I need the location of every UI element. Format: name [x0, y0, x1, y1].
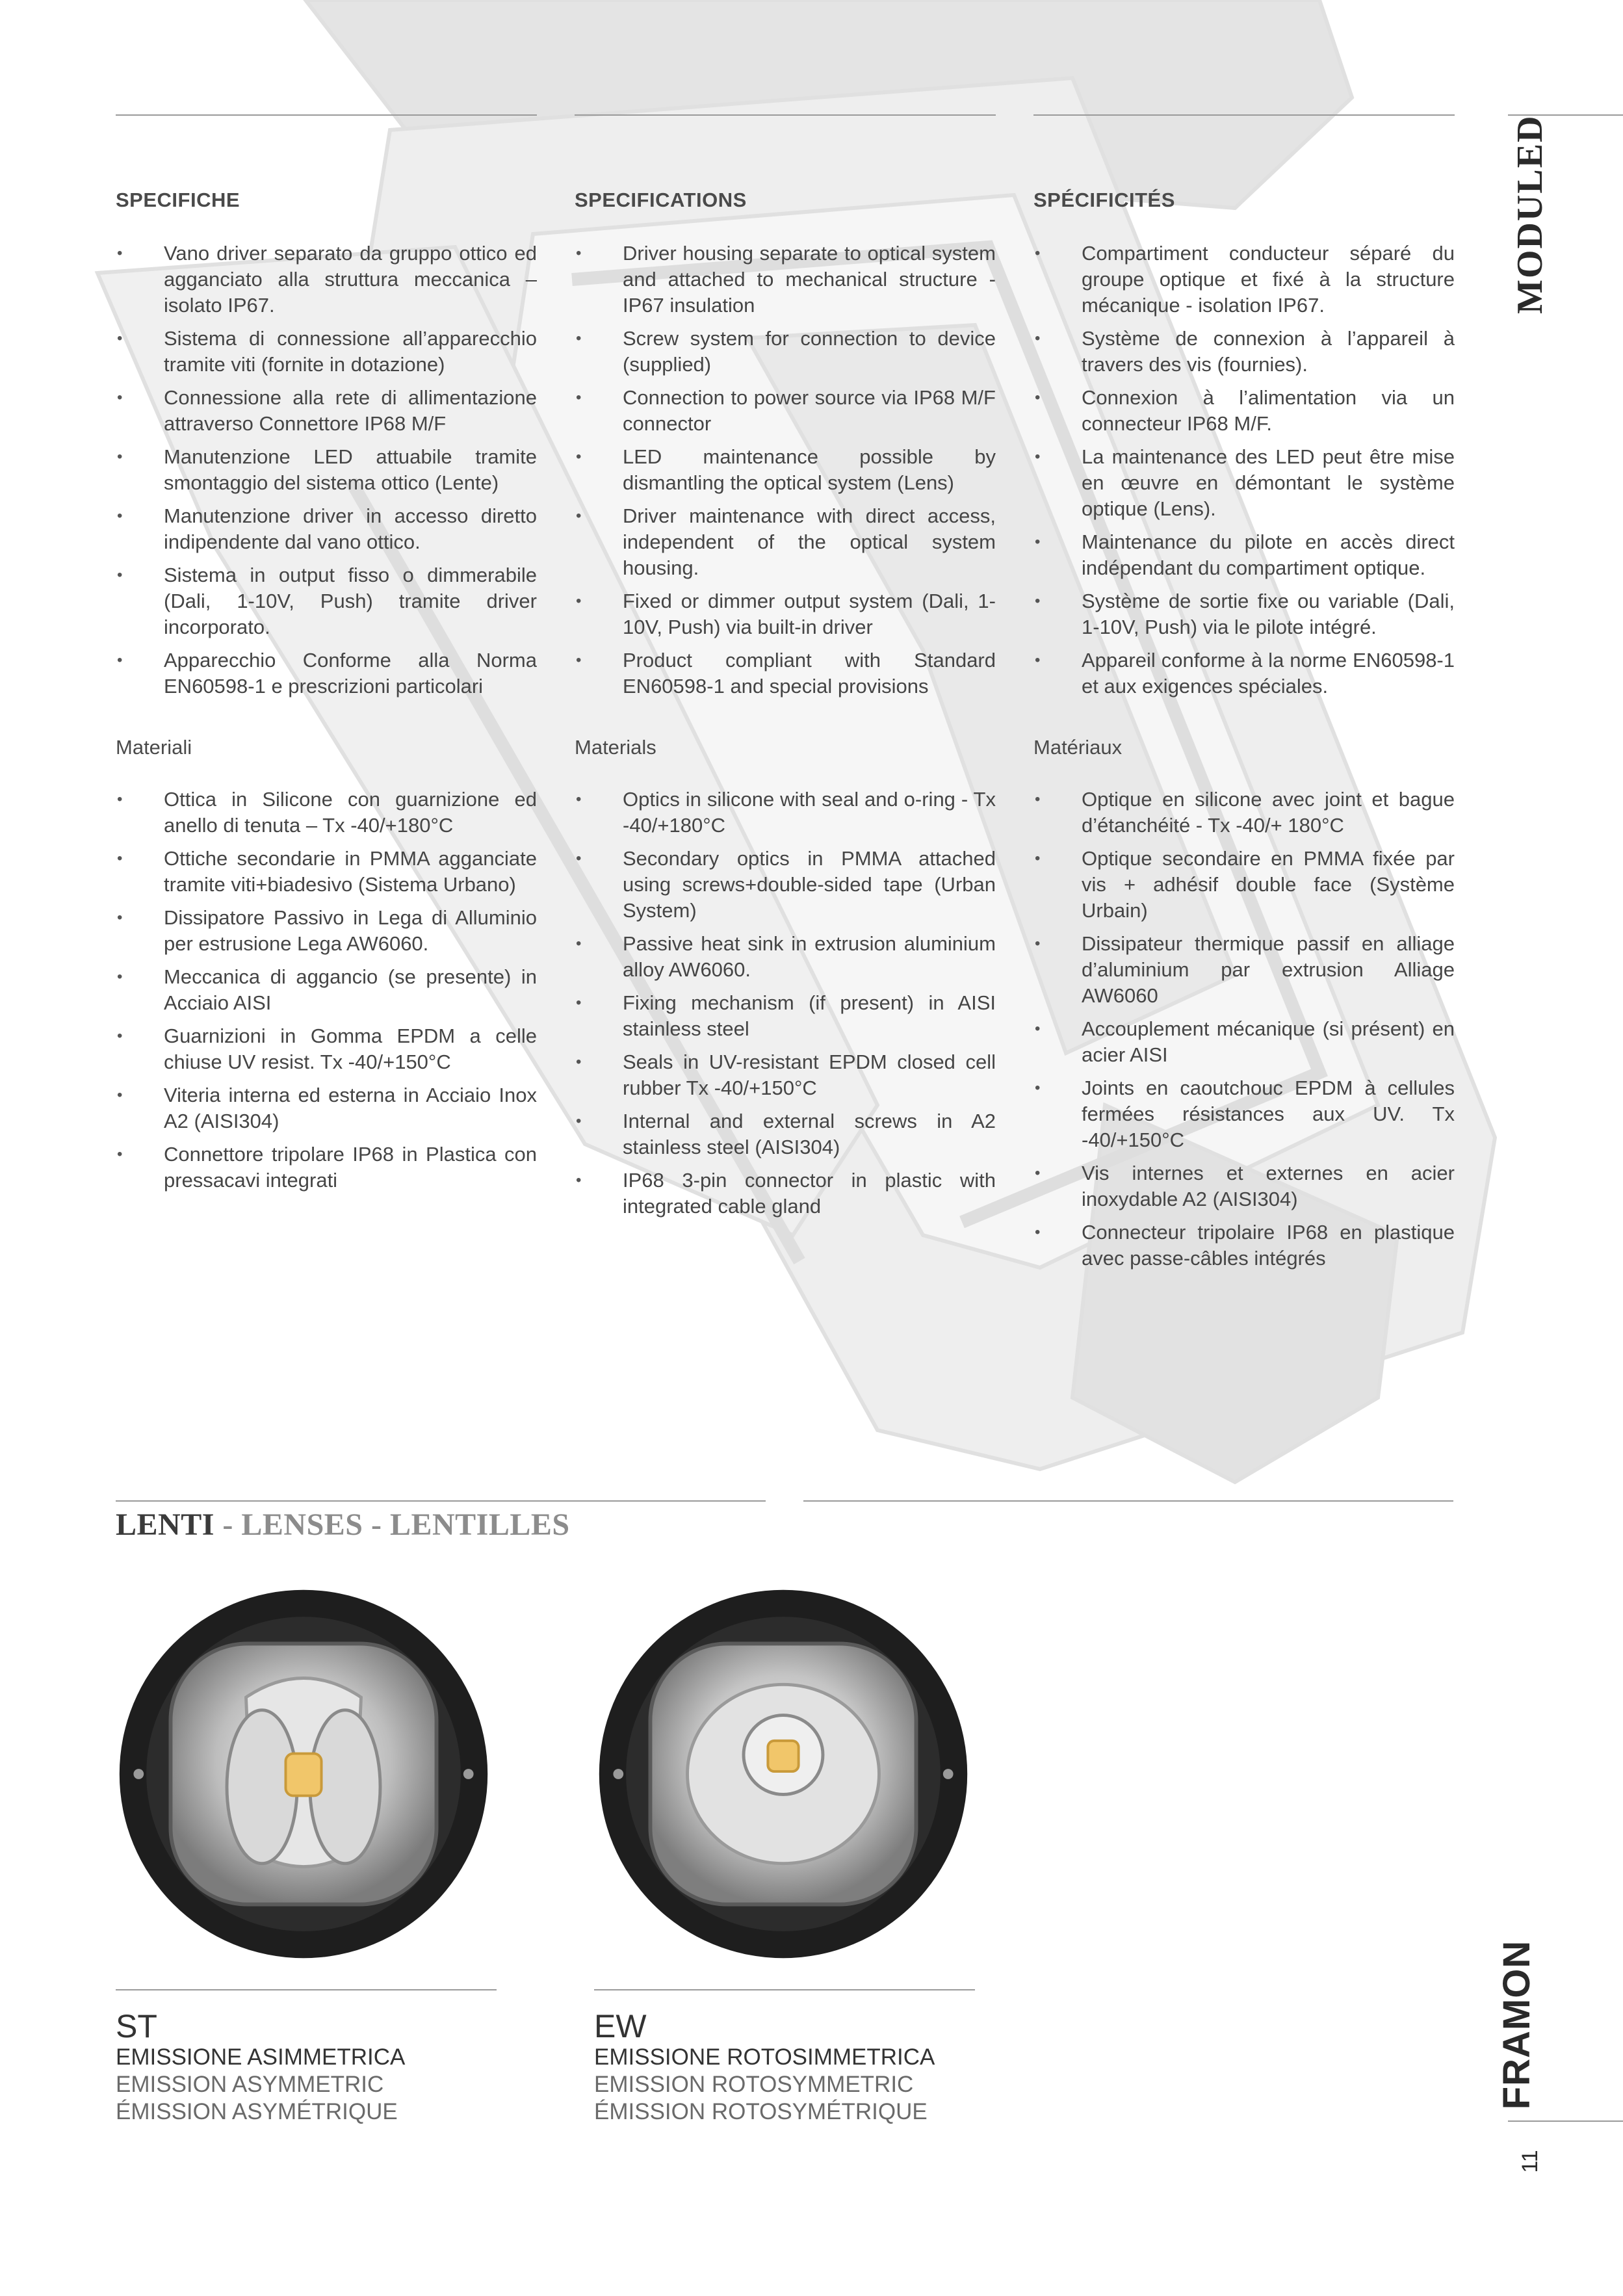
column-heading: SPÉCIFICITÉS — [1033, 189, 1175, 211]
spec-item: • Connessione alla rete di allimentazione attraverso Connettore IP68 M/F — [116, 385, 537, 437]
brand-logo: FRAMON — [1496, 1940, 1538, 2110]
lens-line-en: EMISSION ROTOSYMMETRIC — [594, 2072, 914, 2097]
specs-list — [1033, 241, 1455, 707]
spec-item: • Sistema in output fisso o dimmerabile (Dali, 1-10V, Push) tramite driver incorporato. — [116, 562, 537, 640]
lens-st-rule — [116, 1989, 497, 1990]
material-item: • Vis internes et externes en acier inoxydable A2 (AISI304) — [1033, 1160, 1455, 1212]
material-item: • Optics in silicone with seal and o-ring - Tx -40/+180°C — [575, 787, 996, 839]
material-item: • Dissipatore Passivo in Lega di Alluminio per estrusione Lega AW6060. — [116, 905, 537, 957]
product-name-vertical: MODULED — [1510, 114, 1550, 314]
spec-item: • Fixed or dimmer output system (Dali, 1-10V, Push) via built-in driver — [575, 588, 996, 640]
spec-item: • Système de connexion à l’appareil à travers des vis (fournies). — [1033, 326, 1455, 378]
materials-list — [116, 787, 537, 1201]
title-fr: LENTILLES — [389, 1507, 570, 1542]
spec-item: • Connexion à l’alimentation via un connecteur IP68 M/F. — [1033, 385, 1455, 437]
lens-line-fr: ÉMISSION ASYMÉTRIQUE — [116, 2099, 398, 2124]
title-separator: - — [363, 1507, 390, 1542]
lens-line-it: EMISSIONE ASIMMETRICA — [116, 2044, 406, 2070]
lens-ew-image — [591, 1582, 975, 1966]
material-item: • Ottiche secondarie in PMMA agganciate tramite viti+biadesivo (Sistema Urbano) — [116, 846, 537, 898]
material-item: • Seals in UV-resistant EPDM closed cell rubber Tx -40/+150°C — [575, 1049, 996, 1101]
lenses-section-title — [116, 1507, 570, 1543]
lens-st-image — [112, 1582, 495, 1966]
material-item: • Connecteur tripolaire IP68 en plastique avec passe-câbles intégrés — [1033, 1220, 1455, 1272]
material-item: • Secondary optics in PMMA attached using screws+double-sided tape (Urban System) — [575, 846, 996, 924]
material-item: • Connettore tripolare IP68 in Plastica con pressacavi integrati — [116, 1141, 537, 1194]
materials-list — [1033, 787, 1455, 1279]
lens-ew-rule — [594, 1989, 975, 1990]
lens-code: EW — [594, 2008, 647, 2044]
spec-item: • Système de sortie fixe ou variable (Dali, 1-10V, Push) via le pilote intégré. — [1033, 588, 1455, 640]
spec-item: • Product compliant with Standard EN60598-1 and special provisions — [575, 647, 996, 699]
materials-list — [575, 787, 996, 1227]
lens-line-it: EMISSIONE ROTOSIMMETRICA — [594, 2044, 935, 2070]
material-item: • Viteria interna ed esterna in Acciaio Inox A2 (AISI304) — [116, 1082, 537, 1134]
material-item: • Internal and external screws in A2 stainless steel (AISI304) — [575, 1108, 996, 1160]
spec-item: • Screw system for connection to device (supplied) — [575, 326, 996, 378]
spec-item: • Connection to power source via IP68 M/F connector — [575, 385, 996, 437]
specs-list — [575, 241, 996, 707]
material-item: • Passive heat sink in extrusion aluminium alloy AW6060. — [575, 931, 996, 983]
material-item: • Optique en silicone avec joint et bague d’étanchéité - Tx -40/+ 180°C — [1033, 787, 1455, 839]
specs-list — [116, 241, 537, 707]
lens-line-en: EMISSION ASYMMETRIC — [116, 2072, 384, 2097]
materials-heading: Matériaux — [1033, 736, 1123, 759]
spec-item: • Manutenzione LED attuabile tramite smontaggio del sistema ottico (Lente) — [116, 444, 537, 496]
lenses-rule-left — [116, 1500, 766, 1502]
material-item: • Optique secondaire en PMMA fixée par vis + adhésif double face (Système Urbain) — [1033, 846, 1455, 924]
spec-item: • Vano driver separato da gruppo ottico ed agganciato alla struttura meccanica – isolato IP67. — [116, 241, 537, 319]
page-number: 11 — [1518, 2150, 1542, 2173]
title-it: LENTI — [116, 1507, 214, 1542]
spec-item: • Driver maintenance with direct access, independent of the optical system housing. — [575, 503, 996, 581]
material-item: • Guarnizioni in Gomma EPDM a celle chiuse UV resist. Tx -40/+150°C — [116, 1023, 537, 1075]
material-item: • Joints en caoutchouc EPDM à cellules fermées résistances aux UV. Tx -40/+150°C — [1033, 1075, 1455, 1153]
lens-code: ST — [116, 2008, 157, 2044]
lens-line-fr: ÉMISSION ROTOSYMÉTRIQUE — [594, 2099, 928, 2124]
spec-item: • Sistema di connessione all’apparecchio tramite viti (fornite in dotazione) — [116, 326, 537, 378]
spec-item: • Appareil conforme à la norme EN60598-1 et aux exigences spéciales. — [1033, 647, 1455, 699]
materials-heading: Materiali — [116, 736, 192, 759]
top-rule-2 — [575, 114, 996, 116]
title-en: LENSES — [241, 1507, 363, 1542]
column-heading: SPECIFICATIONS — [575, 189, 747, 211]
material-item: • Ottica in Silicone con guarnizione ed anello di tenuta – Tx -40/+180°C — [116, 787, 537, 839]
spec-item: • LED maintenance possible by dismantling the optical system (Lens) — [575, 444, 996, 496]
title-separator: - — [214, 1507, 242, 1542]
spec-item: • Apparecchio Conforme alla Norma EN60598-1 e prescrizioni particolari — [116, 647, 537, 699]
spec-item: • Compartiment conducteur séparé du groupe optique et fixé à la structure mécanique - isolation IP67. — [1033, 241, 1455, 319]
spec-item: • Manutenzione driver in accesso diretto indipendente dal vano ottico. — [116, 503, 537, 555]
spec-item: • Driver housing separate to optical system and attached to mechanical structure - IP67 insulation — [575, 241, 996, 319]
top-rule-3 — [1033, 114, 1455, 116]
materials-heading: Materials — [575, 736, 656, 759]
material-item: • Fixing mechanism (if present) in AISI stainless steel — [575, 990, 996, 1042]
spec-item: • Maintenance du pilote en accès direct indépendant du compartiment optique. — [1033, 529, 1455, 581]
material-item: • Meccanica di aggancio (se presente) in Acciaio AISI — [116, 964, 537, 1016]
material-item: • Accouplement mécanique (si présent) en acier AISI — [1033, 1016, 1455, 1068]
spec-item: • La maintenance des LED peut être mise en œuvre en démontant le système optique (Lens). — [1033, 444, 1455, 522]
material-item: • IP68 3-pin connector in plastic with integrated cable gland — [575, 1168, 996, 1220]
lenses-rule-right — [803, 1500, 1453, 1502]
material-item: • Dissipateur thermique passif en alliage d’aluminium par extrusion Alliage AW6060 — [1033, 931, 1455, 1009]
column-heading: SPECIFICHE — [116, 189, 240, 211]
top-rule-1 — [116, 114, 537, 116]
